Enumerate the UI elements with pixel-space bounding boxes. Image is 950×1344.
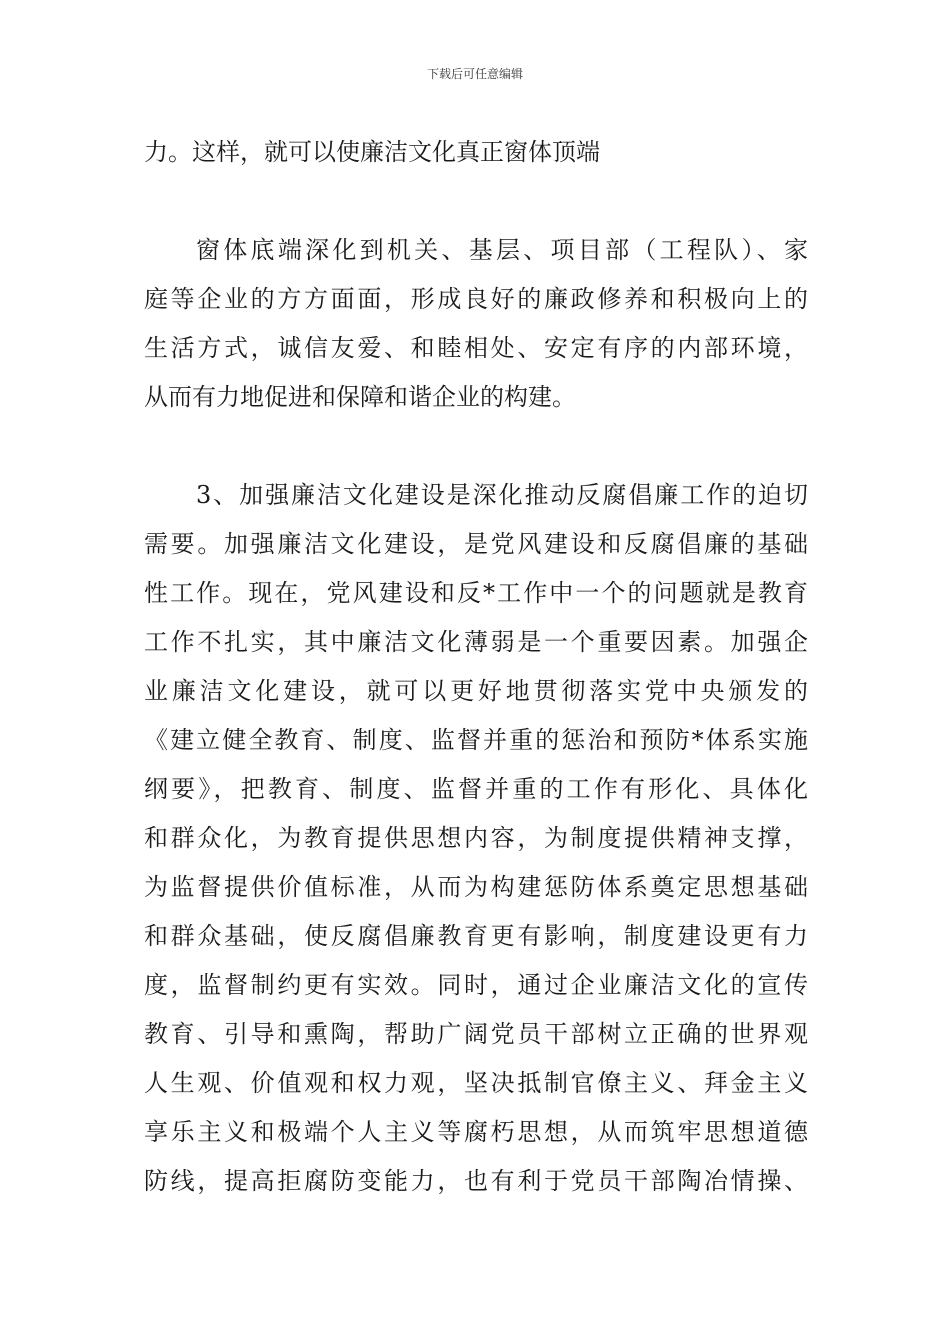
paragraph-line: 和群众基础，使反腐倡廉教育更有影响，制度建设更有力: [144, 922, 808, 950]
paragraph-line: 性工作。现在，党风建设和反*工作中一个的问题就是教育: [144, 579, 808, 607]
paragraph-line: 从而有力地促进和保障和谐企业的构建。: [144, 383, 576, 411]
paragraph-line: 和群众化，为教育提供思想内容，为制度提供精神支撑，: [144, 824, 808, 852]
paragraph-line: 为监督提供价值标准，从而为构建惩防体系奠定思想基础: [144, 873, 808, 901]
paragraph-line: 《建立健全教育、制度、监督并重的惩治和预防*体系实施: [144, 726, 808, 754]
paragraph-line: 人生观、价值观和权力观，坚决抵制官僚主义、拜金主义: [144, 1069, 808, 1097]
paragraph-line: 需要。加强廉洁文化建设，是党风建设和反腐倡廉的基础: [144, 530, 808, 558]
paragraph-line: 纲要》，把教育、制度、监督并重的工作有形化、具体化: [144, 775, 808, 803]
paragraph-gap: [144, 422, 808, 471]
paragraph-line: 防线，提高拒腐防变能力，也有利于党员干部陶冶情操、: [144, 1167, 808, 1195]
paragraph-line: 度，监督制约更有实效。同时，通过企业廉洁文化的宣传: [144, 971, 808, 999]
paragraph-line: 工作不扎实，其中廉洁文化薄弱是一个重要因素。加强企: [144, 628, 808, 656]
paragraph-line: 窗体底端深化到机关、基层、项目部（工程队）、家: [196, 236, 808, 264]
paragraph-line: 业廉洁文化建设，就可以更好地贯彻落实党中央颁发的: [144, 677, 808, 705]
paragraph-line: 3、加强廉洁文化建设是深化推动反腐倡廉工作的迫切: [196, 481, 808, 509]
paragraph-line: 生活方式，诚信友爱、和睦相处、安定有序的内部环境，: [144, 334, 808, 362]
page-header: 下载后可任意编辑: [426, 67, 523, 81]
paragraph-gap: [144, 177, 808, 226]
document-body: [144, 128, 808, 1206]
paragraph-line: 教育、引导和熏陶，帮助广阔党员干部树立正确的世界观: [144, 1020, 808, 1048]
paragraph-line: 力。这样，就可以使廉洁文化真正窗体顶端: [144, 138, 600, 166]
paragraph-line: 享乐主义和极端个人主义等腐朽思想，从而筑牢思想道德: [144, 1118, 808, 1146]
paragraph-line: 庭等企业的方方面面，形成良好的廉政修养和积极向上的: [144, 285, 808, 313]
